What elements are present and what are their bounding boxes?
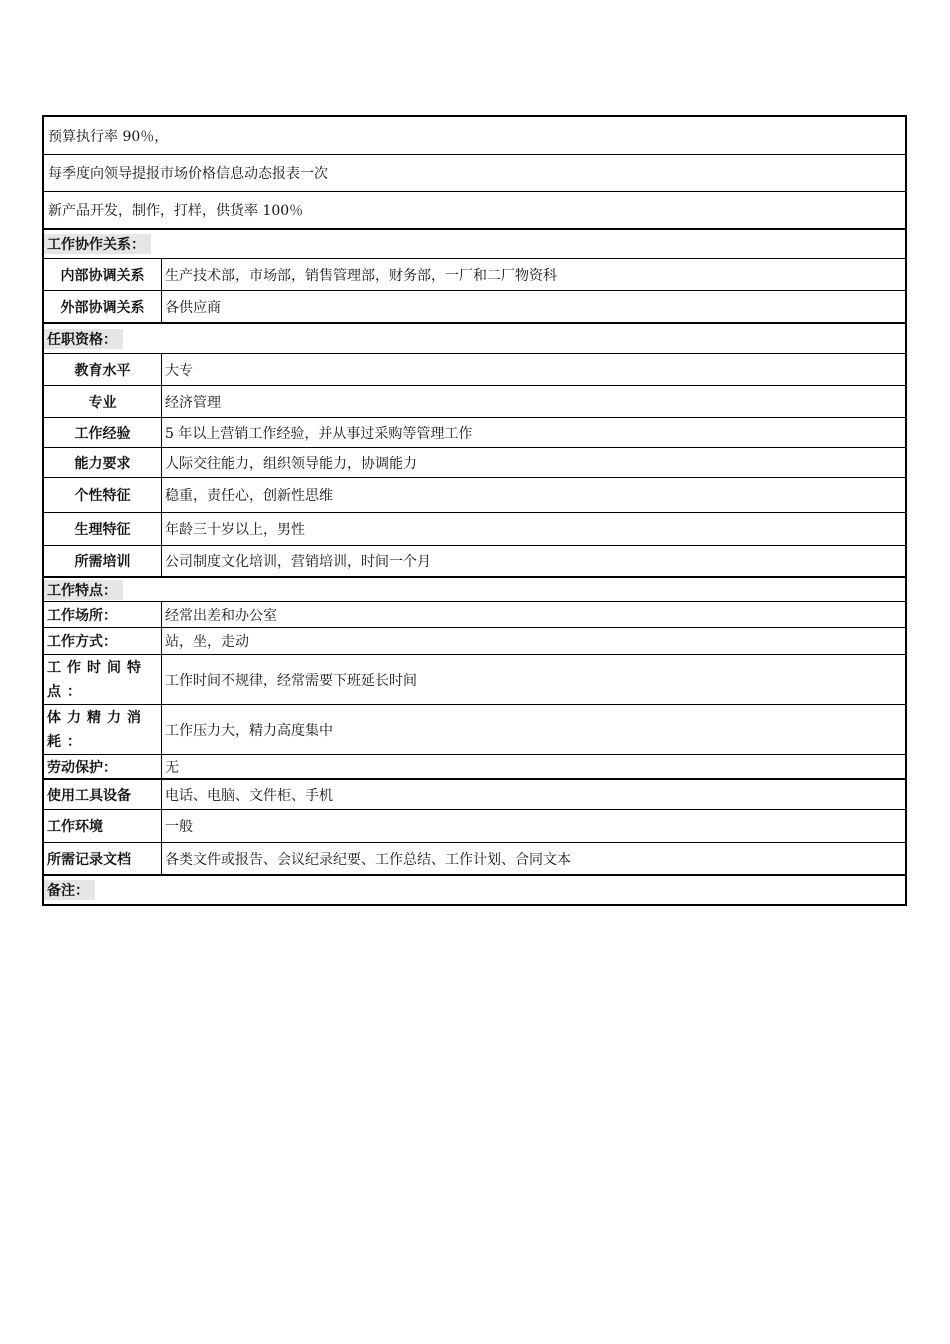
field-value: 工作时间不规律，经常需要下班延长时间	[165, 672, 417, 689]
section-header-qualifications	[44, 322, 905, 353]
qualification-row	[44, 385, 905, 417]
field-label: 体力精力消耗：	[44, 705, 162, 754]
field-value: 生产技术部，市场部，销售管理部，财务部，一厂和二厂物资科	[165, 267, 557, 284]
field-label: 工作场所：	[44, 602, 162, 627]
feature-row	[44, 754, 905, 778]
feature-row	[44, 627, 905, 654]
feature-row	[44, 778, 905, 809]
qualification-row	[44, 512, 905, 545]
field-value: 经常出差和办公室	[165, 607, 277, 624]
qualification-row	[44, 447, 905, 477]
field-label: 工作环境	[44, 810, 162, 842]
field-value: 稳重，责任心，创新性思维	[165, 488, 333, 504]
feature-row	[44, 601, 905, 627]
field-label: 生理特征	[44, 513, 162, 545]
qualification-row	[44, 353, 905, 385]
field-value: 人际交往能力，组织领导能力，协调能力	[165, 455, 417, 472]
field-value: 经济管理	[165, 394, 221, 411]
field-value: 各供应商	[165, 299, 221, 316]
field-label: 工作方式：	[44, 628, 162, 654]
field-label: 劳动保护：	[44, 755, 162, 778]
section-title: 备注：	[44, 880, 95, 900]
section-title: 工作特点：	[44, 580, 123, 600]
goal-text: 预算执行率 90％，	[48, 128, 169, 145]
goal-text: 新产品开发，制作，打样，供货率 100％	[48, 203, 304, 219]
field-value: 年龄三十岁以上，男性	[165, 522, 305, 538]
field-label: 教育水平	[44, 354, 162, 385]
field-value: 无	[165, 759, 179, 776]
qualification-row	[44, 477, 905, 512]
section-header-features	[44, 576, 905, 601]
qualification-row	[44, 545, 905, 576]
goal-text: 每季度向领导提报市场价格信息动态报表一次	[48, 166, 328, 182]
field-label: 所需记录文档	[44, 843, 162, 874]
field-label: 工作时间特点：	[44, 655, 162, 704]
field-label: 内部协调关系	[44, 259, 162, 290]
field-value: 公司制度文化培训，营销培训，时间一个月	[165, 554, 431, 570]
feature-row	[44, 704, 905, 754]
field-label: 能力要求	[44, 448, 162, 477]
feature-row	[44, 654, 905, 704]
field-label: 外部协调关系	[44, 291, 162, 322]
field-value: 大专	[165, 362, 193, 379]
external-coordination-row	[44, 290, 905, 322]
section-header-cooperation	[44, 228, 905, 258]
goal-row	[44, 117, 905, 154]
field-label: 工作经验	[44, 418, 162, 447]
job-description-table	[42, 115, 907, 906]
field-value: 5 年以上营销工作经验，并从事过采购等管理工作	[165, 425, 473, 442]
field-value: 电话、电脑、文件柜、手机	[165, 787, 333, 804]
field-label: 所需培训	[44, 546, 162, 576]
section-title: 任职资格：	[44, 329, 123, 349]
field-value: 各类文件或报告、会议纪录纪要、工作总结、工作计划、合同文本	[165, 851, 571, 868]
field-label: 个性特征	[44, 478, 162, 512]
field-value: 工作压力大，精力高度集中	[165, 722, 333, 739]
goal-row	[44, 191, 905, 228]
feature-row	[44, 842, 905, 874]
field-value: 一般	[165, 819, 193, 835]
qualification-row	[44, 417, 905, 447]
field-value: 站，坐，走动	[165, 634, 249, 650]
section-title: 工作协作关系：	[44, 234, 151, 254]
goal-row	[44, 154, 905, 191]
feature-row	[44, 809, 905, 842]
internal-coordination-row	[44, 258, 905, 290]
section-header-remarks	[44, 874, 905, 904]
field-label: 使用工具设备	[44, 780, 162, 809]
field-label: 专业	[44, 386, 162, 417]
